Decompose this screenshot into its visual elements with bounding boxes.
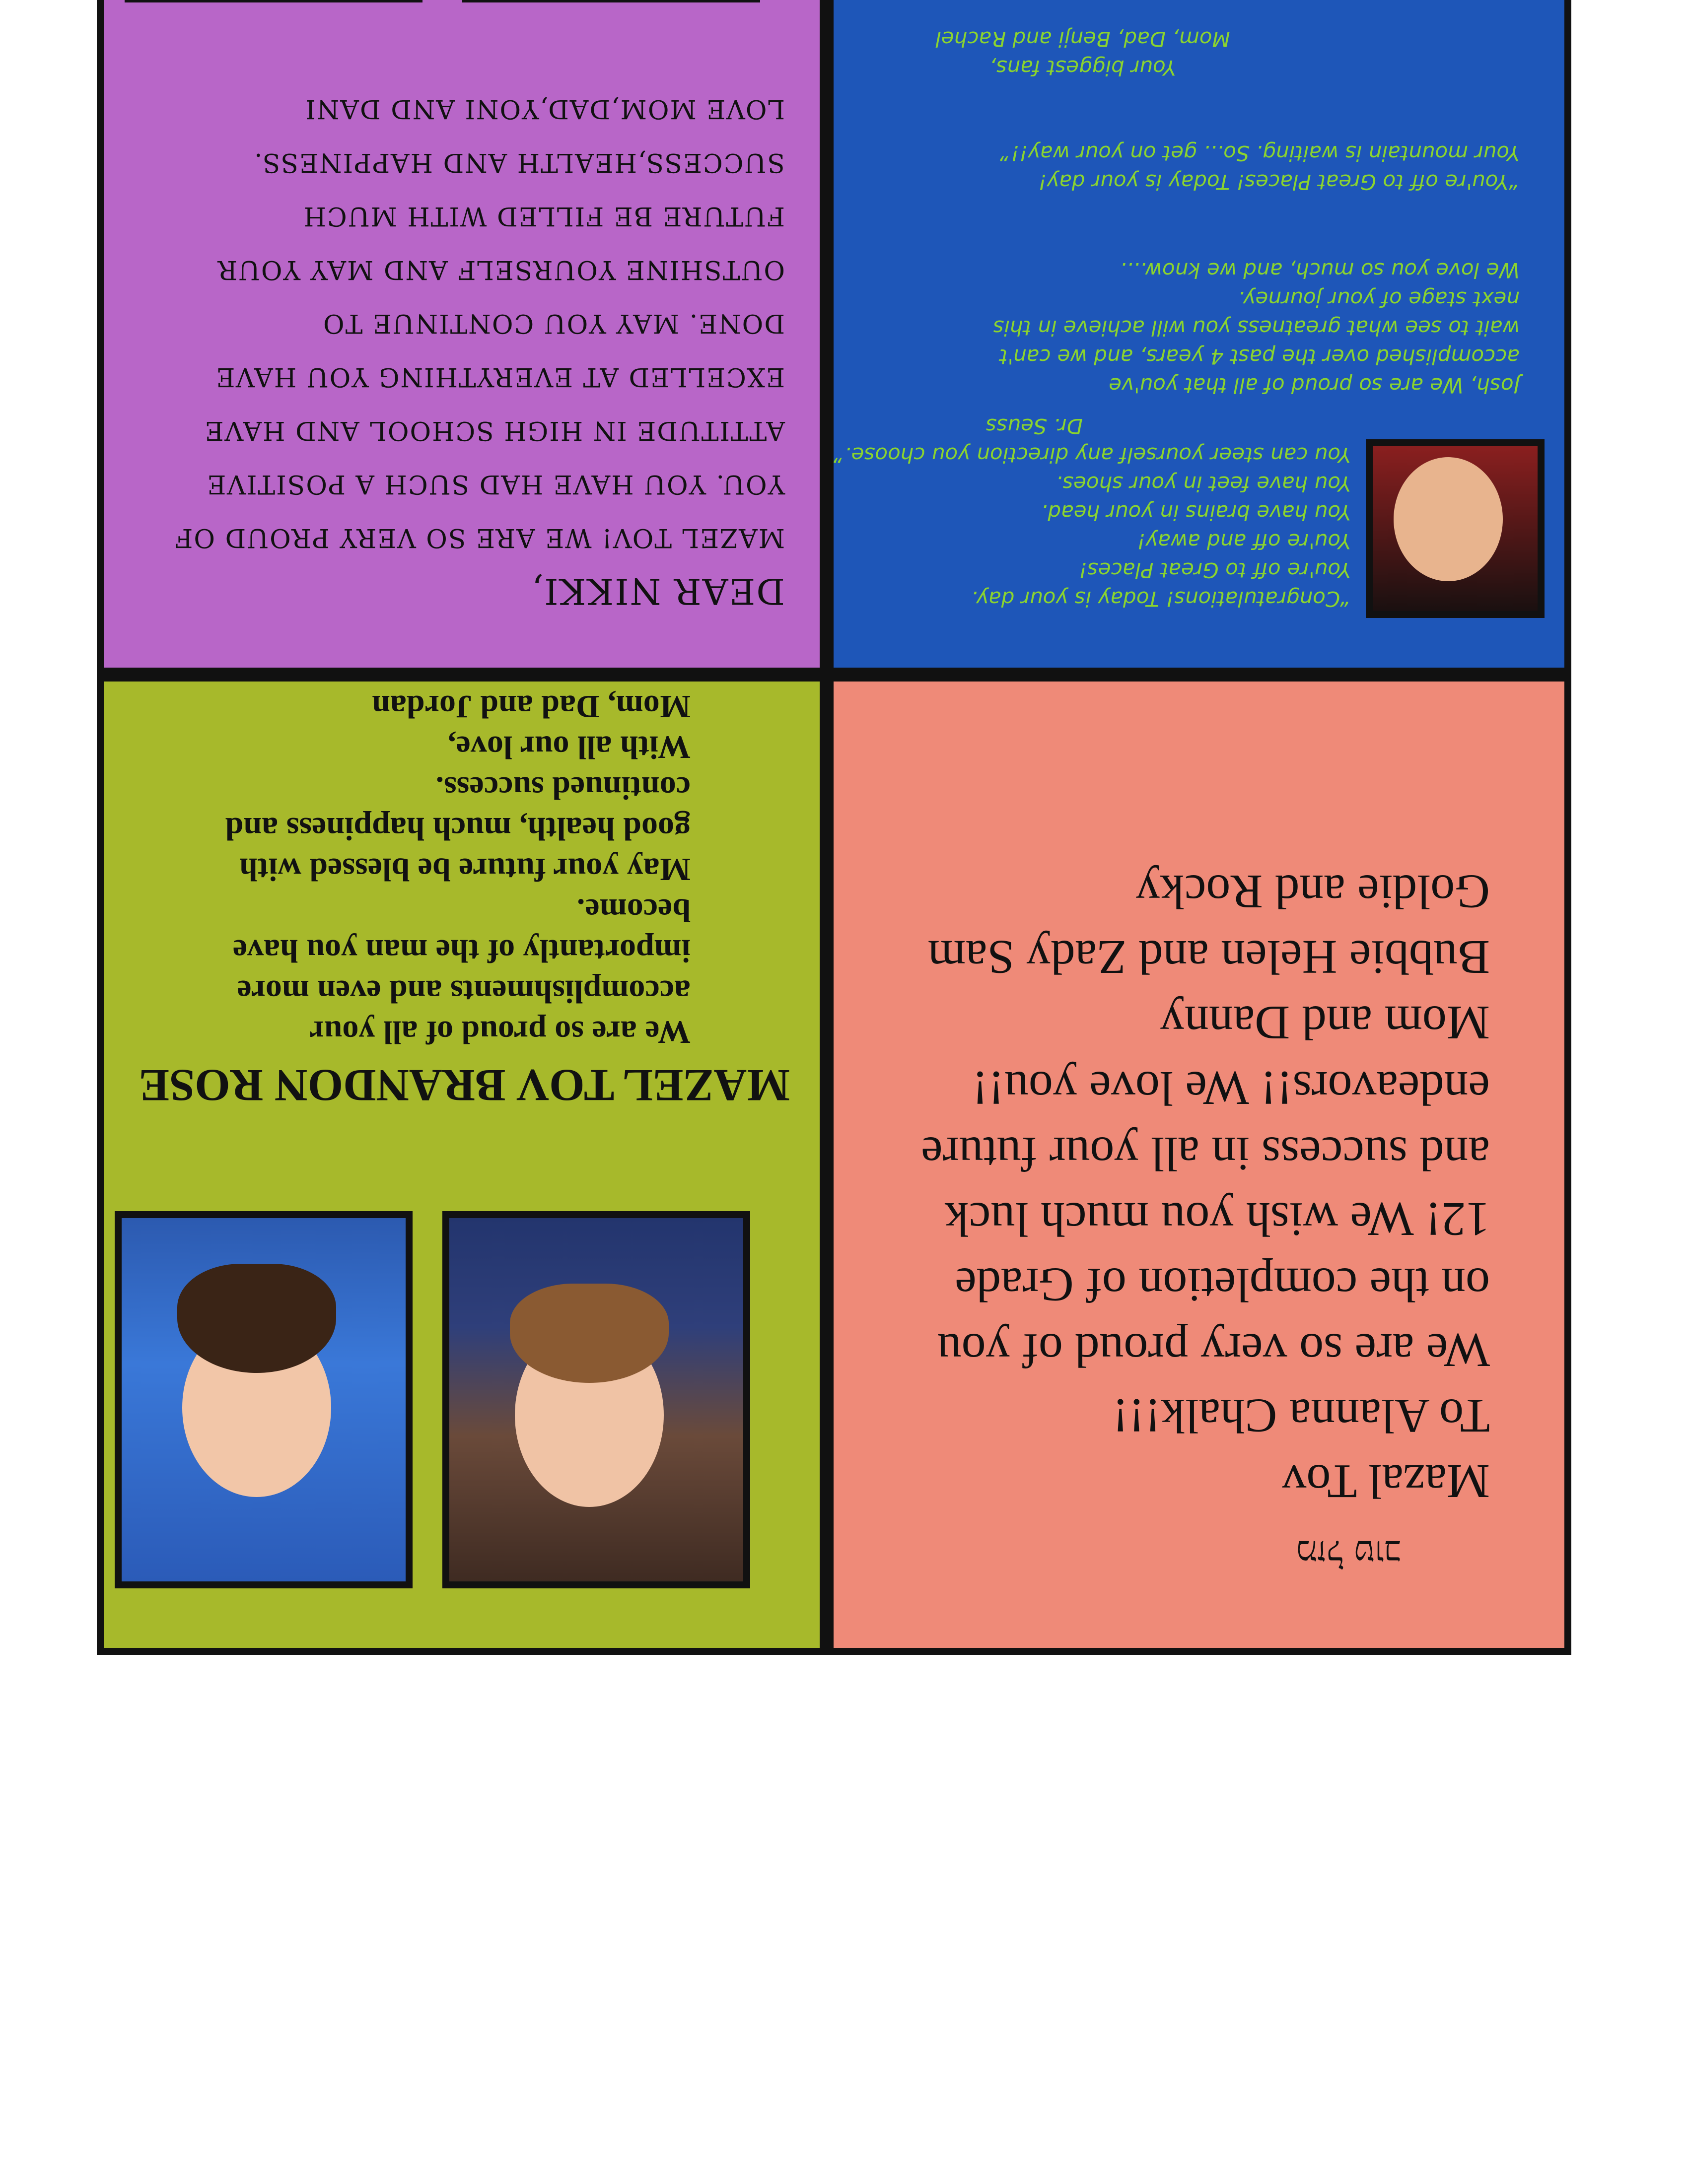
message-line: next stage of your journey. bbox=[1238, 287, 1520, 311]
brandon-card bbox=[97, 675, 827, 1655]
hebrew-mazal-tov: מזל טוב bbox=[1296, 1533, 1401, 1573]
nikki-line: ATTITUDE IN HIGH SCHOOL AND HAVE bbox=[204, 415, 785, 445]
brandon-line: become. bbox=[576, 892, 691, 928]
alanna-line: Mom and Danny bbox=[1160, 996, 1490, 1049]
brandon-line: May your future be blessed with bbox=[239, 851, 691, 887]
brandon-line: Mom, Dad and Jordan bbox=[372, 688, 691, 725]
alanna-line: Bubbie Helen and Zady Sam bbox=[927, 930, 1490, 984]
josh-message bbox=[849, 256, 1520, 400]
brandon-title: MAZEL TOV BRANDON ROSE bbox=[139, 1060, 790, 1111]
nikki-line: FUTURE BE FILLED WITH MUCH bbox=[302, 201, 785, 231]
alanna-line: Mazal Tov bbox=[1282, 1454, 1490, 1508]
nikki-line: MAZEL TOV! WE ARE SO VERY PROUD OF bbox=[174, 523, 785, 552]
nikki-line: SUCCESS,HEALTH AND HAPPINESS. bbox=[253, 147, 785, 177]
nikki-line: YOU. YOU HAVE HAD SUCH A POSITIVE bbox=[206, 469, 785, 499]
brandon-line: With all our love, bbox=[448, 729, 691, 765]
brandon-photo-2 bbox=[115, 1211, 413, 1588]
nikki-greeting: DEAR NIKKI, bbox=[531, 570, 785, 612]
signature-line: Mom, Dad, Benji and Rachel bbox=[935, 27, 1230, 51]
nikki-photo-1 bbox=[462, 0, 760, 2]
nikki-message bbox=[110, 82, 785, 618]
alanna-line: 12! We wish you much luck bbox=[944, 1192, 1490, 1246]
alanna-line: on the completion of Grade bbox=[955, 1258, 1490, 1311]
quote-line: “Congratulations! Today is your day. bbox=[971, 587, 1351, 611]
quote-line: Dr. Seuss bbox=[985, 414, 1083, 438]
message-line: We love you so much, and we know.... bbox=[1120, 258, 1520, 282]
message-line: accomplished over the past 4 years, and we can't bbox=[999, 344, 1520, 369]
nikki-line: EXCELLED AT EVERYTHING YOU HAVE bbox=[215, 362, 785, 392]
quote-line: “You're off to Great Places! Today is your day! bbox=[1038, 170, 1520, 194]
alanna-card bbox=[827, 675, 1571, 1655]
brandon-line: continued success. bbox=[435, 770, 691, 806]
quote-line: You have feet in your shoes. bbox=[1055, 472, 1351, 496]
josh-signature bbox=[859, 24, 1306, 82]
brandon-line: importantly of the man you have bbox=[232, 933, 691, 969]
josh-card bbox=[827, 0, 1571, 675]
josh-photo-portrait bbox=[1366, 439, 1545, 618]
brandon-line: accomplishments and even more bbox=[237, 973, 691, 1010]
message-line: wait to see what greatness you will achieve in this bbox=[993, 316, 1520, 340]
nikki-card bbox=[97, 0, 827, 675]
alanna-line: endeavors!! We love you!! bbox=[972, 1061, 1490, 1115]
brandon-line: We are so proud of all your bbox=[309, 1014, 691, 1050]
nikki-line: LOVE MOM,DAD,YONI AND DANI bbox=[304, 94, 785, 124]
nikki-line: DONE. MAY YOU CONTINUE TO bbox=[322, 308, 785, 338]
quote-line: You have brains in your head. bbox=[1041, 500, 1351, 525]
alanna-line: Goldie and Rocky bbox=[1135, 865, 1490, 918]
nikki-line: OUTSHINE YOURSELF AND MAY YOUR bbox=[216, 255, 785, 284]
message-line: Josh, We are so proud of all that you've bbox=[1109, 373, 1520, 398]
alanna-line: and success in all your future bbox=[921, 1127, 1490, 1180]
quote-line: You're off to Great Places! bbox=[1079, 558, 1351, 582]
josh-seuss-quote bbox=[834, 411, 1351, 613]
quote-line: You're off and away! bbox=[1137, 529, 1351, 553]
alanna-line: We are so very proud of you bbox=[937, 1323, 1490, 1377]
brandon-line: good health, much happiness and bbox=[225, 811, 691, 847]
brandon-photo-1 bbox=[442, 1211, 750, 1588]
quote-line: You can steer yourself any direction you choose.” bbox=[834, 443, 1351, 467]
josh-great-places-quote bbox=[849, 138, 1520, 196]
signature-line: Your biggest fans, bbox=[989, 56, 1176, 80]
quote-line: Your mountain is waiting. So... get on your way!!” bbox=[1000, 141, 1520, 165]
alanna-message bbox=[854, 859, 1490, 1514]
nikki-photo-2 bbox=[125, 0, 422, 2]
brandon-message bbox=[115, 686, 691, 1052]
alanna-line: To Alanna Chalk!!! bbox=[1112, 1389, 1490, 1442]
